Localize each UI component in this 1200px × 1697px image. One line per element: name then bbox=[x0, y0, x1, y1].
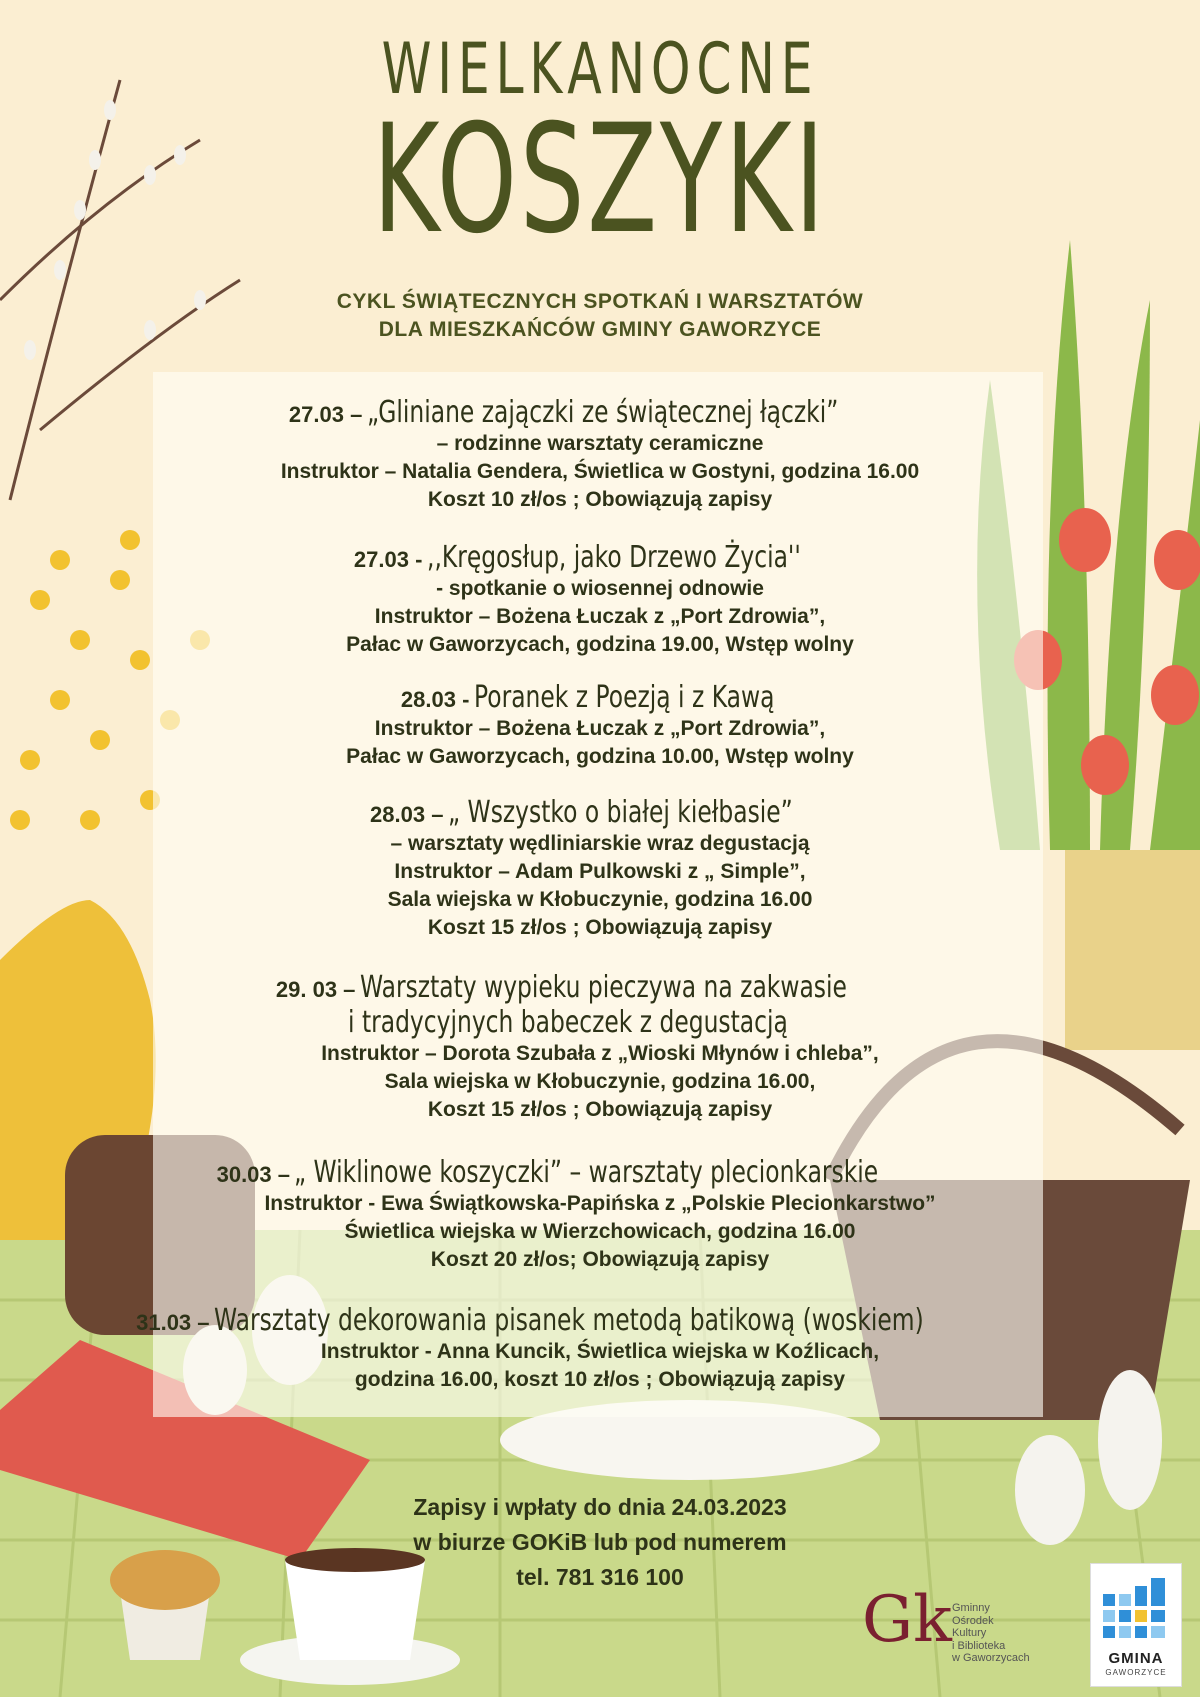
gmina-logo bbox=[1090, 1563, 1182, 1687]
event-name-2: i tradycyjnych babeczek z degustacją bbox=[348, 1005, 788, 1040]
gmina-logo-square bbox=[1119, 1626, 1131, 1638]
event-title bbox=[0, 795, 1200, 830]
gmina-logo-square bbox=[1135, 1586, 1147, 1606]
gokib-text bbox=[952, 1602, 1030, 1665]
event-date: 28.03 - bbox=[400, 687, 470, 712]
event-name: „ Wiklinowe koszyczki” – warsztaty plecionkarskie bbox=[294, 1155, 879, 1190]
gmina-logo-square bbox=[1151, 1610, 1165, 1622]
event-line: Instruktor – Bożena Łuczak z „Port Zdrowia”, bbox=[374, 717, 826, 740]
registration-info bbox=[0, 1490, 1200, 1595]
gmina-logo-square bbox=[1151, 1626, 1165, 1638]
event-line: Sala wiejska w Kłobuczynie, godzina 16.00 bbox=[387, 888, 813, 911]
event-name: „Gliniane zajączki ze świątecznej łączki” bbox=[366, 395, 839, 430]
event-item bbox=[0, 970, 1200, 1124]
event-line: Instruktor – Bożena Łuczak z „Port Zdrowia”, bbox=[374, 605, 826, 628]
event-name: ,,Kręgosłup, jako Drzewo Życia'' bbox=[426, 540, 801, 575]
event-item bbox=[0, 1155, 1200, 1274]
gmina-logo-square bbox=[1135, 1610, 1147, 1622]
event-line: - spotkanie o wiosennej odnowie bbox=[436, 577, 764, 600]
gmina-logo-square bbox=[1103, 1594, 1115, 1606]
registration-place: w biurze GOKiB lub pod numerem bbox=[413, 1529, 787, 1555]
event-line: Instruktor – Dorota Szubała z „Wioski Młynów i chleba”, bbox=[321, 1042, 879, 1065]
event-line: Koszt 15 zł/os ; Obowiązują zapisy bbox=[427, 1098, 773, 1121]
event-line: Pałac w Gaworzycach, godzina 10.00, Wstęp wolny bbox=[346, 745, 854, 768]
event-line: Instruktor - Anna Kuncik, Świetlica wiejska w Koźlicach, bbox=[320, 1340, 880, 1363]
event-title bbox=[0, 540, 1200, 575]
event-date: 28.03 – bbox=[370, 802, 444, 827]
event-line: Świetlica wiejska w Wierzchowicach, godzina 16.00 bbox=[344, 1220, 856, 1243]
event-line: Pałac w Gaworzycach, godzina 19.00, Wstęp wolny bbox=[346, 633, 854, 656]
event-item bbox=[0, 680, 1200, 771]
gmina-logo-sublabel: GAWORZYCE bbox=[1105, 1668, 1167, 1677]
gokib-text-line: Ośrodek bbox=[952, 1614, 994, 1627]
event-line: Sala wiejska w Kłobuczynie, godzina 16.00, bbox=[384, 1070, 816, 1093]
gokib-text-line: i Biblioteka bbox=[952, 1639, 1006, 1652]
gmina-logo-square bbox=[1151, 1578, 1165, 1606]
gokib-text-line: Kultury bbox=[952, 1627, 987, 1639]
event-title bbox=[0, 395, 1200, 430]
title-top: WIELKANOCNE bbox=[381, 28, 819, 110]
event-line: Instruktor – Natalia Gendera, Świetlica w Gostyni, godzina 16.00 bbox=[280, 460, 920, 483]
event-name: Warsztaty wypieku pieczywa na zakwasie bbox=[359, 970, 847, 1005]
title-main: KOSZYKI bbox=[372, 93, 828, 267]
gmina-logo-square bbox=[1119, 1594, 1131, 1606]
event-item bbox=[0, 395, 1200, 514]
gmina-logo-square bbox=[1103, 1626, 1115, 1638]
event-line: Koszt 20 zł/os; Obowiązują zapisy bbox=[430, 1248, 770, 1271]
phone-number: tel. 781 316 100 bbox=[516, 1564, 684, 1590]
subtitle-line-2: DLA MIESZKAŃCÓW GMINY GAWORZYCE bbox=[378, 318, 822, 341]
event-item bbox=[0, 795, 1200, 942]
event-line: Instruktor - Ewa Świątkowska-Papińska z „Polskie Plecionkarstwo” bbox=[264, 1192, 936, 1215]
gokib-text-line: w Gaworzycach bbox=[952, 1652, 1030, 1664]
gmina-logo-label: GMINA bbox=[1108, 1650, 1164, 1667]
event-date: 27.03 – bbox=[288, 402, 363, 427]
event-line: – rodzinne warsztaty ceramiczne bbox=[436, 432, 764, 455]
event-title bbox=[0, 1303, 1200, 1338]
gokib-mark: Gk bbox=[862, 1583, 952, 1657]
gmina-logo-square bbox=[1103, 1610, 1115, 1622]
gokib-text-line: Gminny bbox=[952, 1602, 990, 1614]
subtitle-line-1: CYKL ŚWIĄTECZNYCH SPOTKAŃ I WARSZTATÓW bbox=[336, 290, 864, 313]
event-name: „ Wszystko o białej kiełbasie” bbox=[447, 795, 793, 830]
gmina-logo-square bbox=[1135, 1626, 1147, 1638]
event-line: Instruktor – Adam Pulkowski z „ Simple”, bbox=[394, 860, 806, 883]
registration-deadline: Zapisy i wpłaty do dnia 24.03.2023 bbox=[413, 1494, 787, 1520]
event-item bbox=[0, 1303, 1200, 1394]
event-date: 31.03 – bbox=[136, 1310, 210, 1335]
gokib-logo bbox=[862, 1583, 1062, 1688]
subtitle bbox=[0, 288, 1200, 344]
event-line: godzina 16.00, koszt 10 zł/os ; Obowiązują zapisy bbox=[354, 1368, 846, 1391]
event-line: Koszt 10 zł/os ; Obowiązują zapisy bbox=[427, 488, 773, 511]
event-name: Warsztaty dekorowania pisanek metodą batikową (woskiem) bbox=[213, 1303, 924, 1338]
event-title-line-2 bbox=[0, 1005, 1200, 1040]
event-line: Koszt 15 zł/os ; Obowiązują zapisy bbox=[427, 916, 773, 939]
event-item bbox=[0, 540, 1200, 659]
event-date: 29. 03 – bbox=[275, 977, 356, 1002]
gmina-logo-square bbox=[1119, 1610, 1131, 1622]
event-title bbox=[0, 970, 1200, 1005]
event-title bbox=[0, 680, 1200, 715]
event-date: 30.03 – bbox=[216, 1162, 290, 1187]
event-date: 27.03 - bbox=[353, 547, 423, 572]
event-title bbox=[0, 1155, 1200, 1190]
event-line: – warsztaty wędliniarskie wraz degustacją bbox=[390, 832, 810, 855]
event-name: Poranek z Poezją i z Kawą bbox=[473, 680, 775, 715]
